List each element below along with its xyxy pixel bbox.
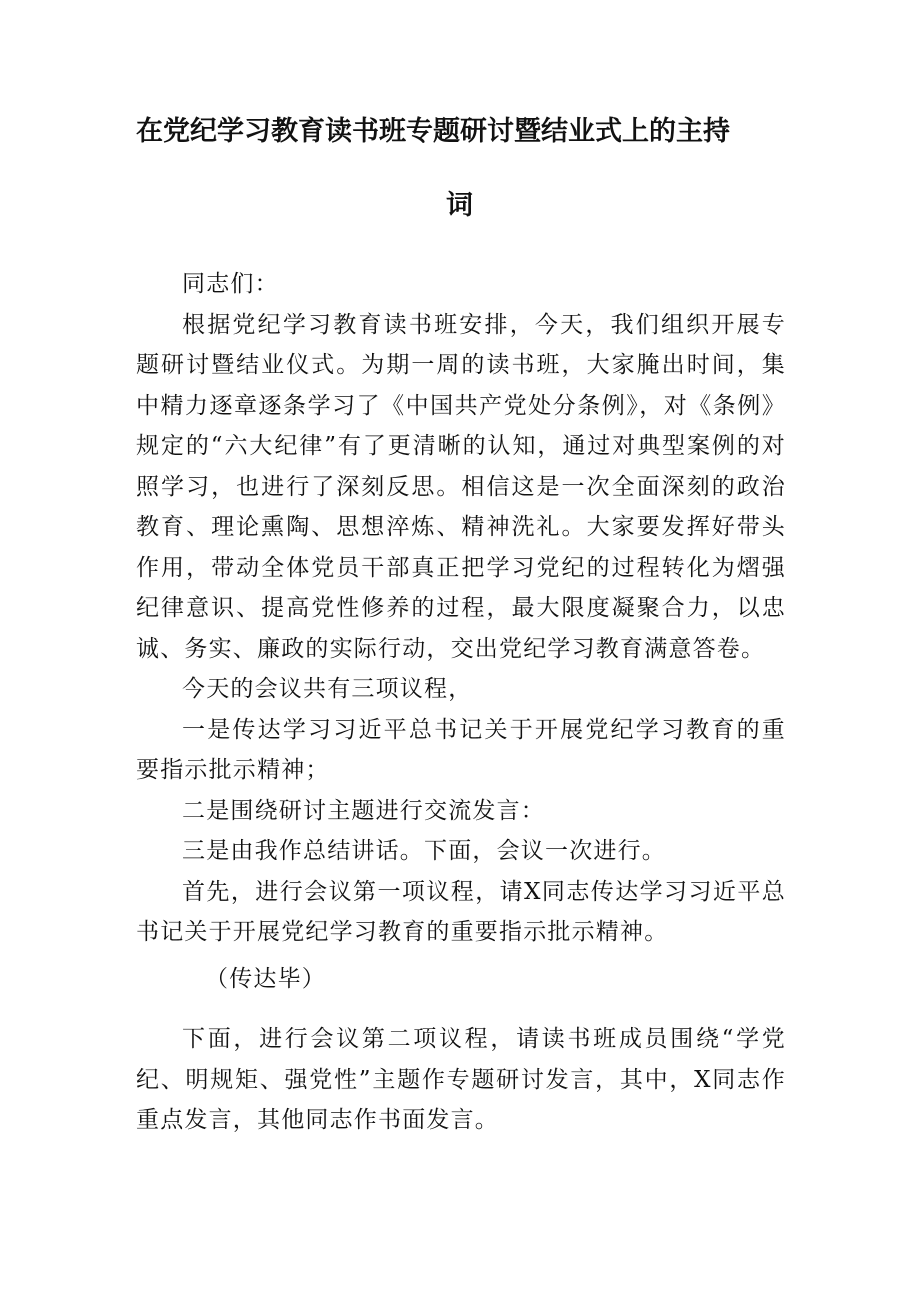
document-body [136, 264, 786, 1141]
paragraph-agenda-intro: 今天的会议共有三项议程， [182, 676, 473, 702]
document-title-line-2: 词 [446, 190, 473, 221]
paragraph-intro: 根据党纪学习教育读书班安排，今天，我们组织开展专题研讨暨结业仪式。为期一周的读书班，大家腌出时间，集中精力逐章逐条学习了《中国共产党处分条例》，对《条例》规定的“六大纪律”有了更清晰的认知，通过对典型案例的对照学习，也进行了深刻反思。相信这是一次全面深刻的政治教育、理论熏陶、思想淬炼、精神洗礼。大家要发挥好带头作用，带动全体党员干部真正把学习党纪的过程转化为熠强纪律意识、提高党性修养的过程，最大限度凝聚合力，以忠诚、务实、廉政的实际行动，交出党纪学习教育满意答卷。 [136, 311, 786, 662]
paragraph-agenda-item-2: 二是围绕研讨主题进行交流发言： [182, 797, 545, 824]
paragraph-agenda-item-3: 三是由我作总结讲话。下面，会议一次进行。 [182, 838, 666, 864]
paragraph-agenda-item-1: 一是传达学习习近平总书记关于开展党纪学习教育的重要指示批示精神； [136, 716, 786, 783]
note-conveyed: （传达毕） [205, 965, 326, 992]
document-title-line-1: 在党纪学习教育读书班专题研讨暨结业式上的主持 [136, 116, 730, 147]
paragraph-first-item: 首先，进行会议第一项议程，请X同志传达学习习近平总书记关于开展党纪学习教育的重要指示批示精神。 [136, 878, 786, 945]
paragraph-second-item: 下面，进行会议第二项议程，请读书班成员围绕“学党纪、明规矩、强党性”主题作专题研讨发言，其中，X同志作重点发言，其他同志作书面发言。 [136, 1026, 786, 1133]
salutation: 同志们： [182, 271, 279, 297]
